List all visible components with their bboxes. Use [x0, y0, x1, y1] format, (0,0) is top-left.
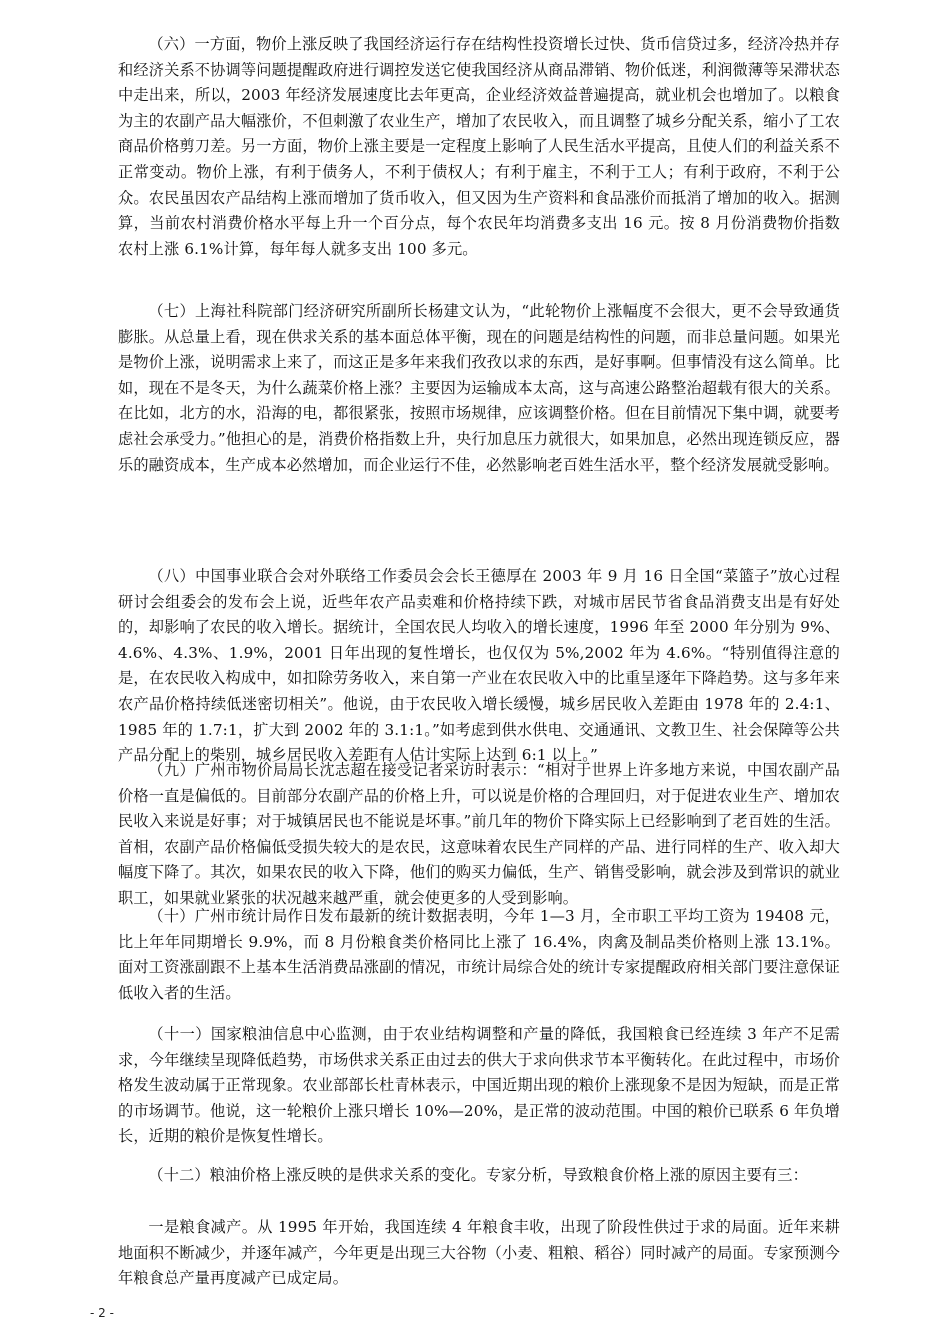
paragraph-7: （七）上海社科院部门经济研究所副所长杨建文认为，“此轮物价上涨幅度不会很大，更不会导致通货膨胀。从总量上看，现在供求关系的基本面总体平衡，现在的问题是结构性的问题，而非总量问题。如果光是物价上涨，说明需求上来了，而这正是多年来我们孜孜以求的东西，是好事啊。但事情没有这么简单。比如，现在不是冬天，为什么蔬菜价格上涨？主要因为运输成本太高，这与高速公路整治超载有很大的关系。在比如，北方的水，沿海的电，都很紧张，按照市场规律，应该调整价格。但在目前情况下集中调，就要考虑社会承受力。”他担心的是，消费价格指数上升，央行加息压力就很大，如果加息，必然出现连锁反应，器乐的融资成本，生产成本必然增加，而企业运行不佳，必然影响老百姓生活水平，整个经济发展就受影响。 [118, 302, 840, 474]
paragraph-grain-reduction: 一是粮食减产。从 1995 年开始，我国连续 4 年粮食丰收，出现了阶段性供过于求的局面。近年来耕地面积不断减少，并逐年减产，今年更是出现三大谷物（小麦、粗粮、稻谷）同时减产的局面。专家预测今年粮食总产量再度减产已成定局。 [118, 1218, 840, 1288]
paragraph-8: （八）中国事业联合会对外联络工作委员会会长王德厚在 2003 年 9 月 16 日全国“菜篮子”放心过程研讨会组委会的发布会上说，近些年农产品卖难和价格持续下跌，对城市居民节省食品消费支出是有好处的，却影响了农民的收入增长。据统计，全国农民人均收入的增长速度，1996 年至 2000 年分别为 9%、4.6%、4.3%、1.9%，2001 日年出现的复性增长，也仅仅为 5%,2002 年为 4.6%。“特别值得注意的是，在农民收入构成中，如扣除劳务收入，来自第一产业在农民收入中的比重呈逐年下降趋势。这与多年来农产品价格持续低迷密切相关”。他说，由于农民收入增长缓慢，城乡居民收入差距由 1978 年的 2.4:1、1985 年的 1.7:1，扩大到 2002 年的 3.1:1。”如考虑到供水供电、交通通讯、文教卫生、社会保障等公共产品分配上的柴别，城乡居民收入差距有人估计实际上达到 6:1 以上。” [118, 567, 840, 765]
paragraph-12: （十二）粮油价格上涨反映的是供求关系的变化。专家分析，导致粮食价格上涨的原因主要有三： [148, 1166, 808, 1184]
paragraph-6: （六）一方面，物价上涨反映了我国经济运行存在结构性投资增长过快、货币信贷过多，经济冷热并存和经济关系不协调等问题提醒政府进行调控发送它使我国经济从商品滞销、物价低迷，利润微薄等呆滞状态中走出来，所以，2003 年经济发展速度比去年更高，企业经济效益普遍提高，就业机会也增加了。以粮食为主的农副产品大幅涨价，不但刺激了农业生产，增加了农民收入，而且调整了城乡分配关系，缩小了工农商品价格剪刀差。另一方面，物价上涨主要是一定程度上影响了人民生活水平提高，且使人们的利益关系不正常变动。物价上涨，有利于债务人，不利于债权人；有利于雇主，不利于工人；有利于政府，不利于公众。农民虽因农产品结构上涨而增加了货币收入，但又因为生产资料和食品涨价而抵消了增加的收入。据测算，当前农村消费价格水平每上升一个百分点，每个农民年均消费多支出 16 元。按 8 月份消费物价指数农村上涨 6.1%计算，每年每人就多支出 100 多元。 [118, 35, 840, 258]
paragraph-10: （十）广州市统计局作日发布最新的统计数据表明，今年 1—3 月，全市职工平均工资为 19408 元，比上年年同期增长 9.9%，而 8 月份粮食类价格同比上涨了 16.4%，肉禽及制品类价格则上涨 13.1%。面对工资涨副跟不上基本生活消费品涨副的情况，市统计局综合处的统计专家提醒政府相关部门要注意保证低收入者的生活。 [118, 907, 840, 1002]
paragraph-9: （九）广州市物价局局长沈志超在接受记者采访时表示：“相对于世界上许多地方来说，中国农副产品价格一直是偏低的。目前部分农副产品的价格上升，可以说是价格的合理回归，对于促进农业生产、增加农民收入来说是好事；对于城镇居民也不能说是坏事。”前几年的物价下降实际上已经影响到了老百姓的生活。首相，农副产品价格偏低受损失较大的是农民，这意味着农民生产同样的产品、进行同样的生产、收入却大幅度下降了。其次，如果农民的收入下降，他们的购买力偏低，生产、销售受影响，就会涉及到常识的就业职工，如果就业紧张的状况越来越严重，就会使更多的人受到影响。 [118, 761, 840, 907]
page-number: - 2 - [90, 1306, 114, 1320]
paragraph-11: （十一）国家粮油信息中心监测，由于农业结构调整和产量的降低，我国粮食已经连续 3 年产不足需求，今年继续呈现降低趋势，市场供求关系正由过去的供大于求向供求节本平衡转化。在此过程中，市场价格发生波动属于正常现象。农业部部长杜青林表示，中国近期出现的粮价上涨现象不是因为短缺，而是正常的市场调节。他说，这一轮粮价上涨只增长 10%—20%，是正常的波动范围。中国的粮价已联系 6 年负增长，近期的粮价是恢复性增长。 [118, 1025, 840, 1146]
